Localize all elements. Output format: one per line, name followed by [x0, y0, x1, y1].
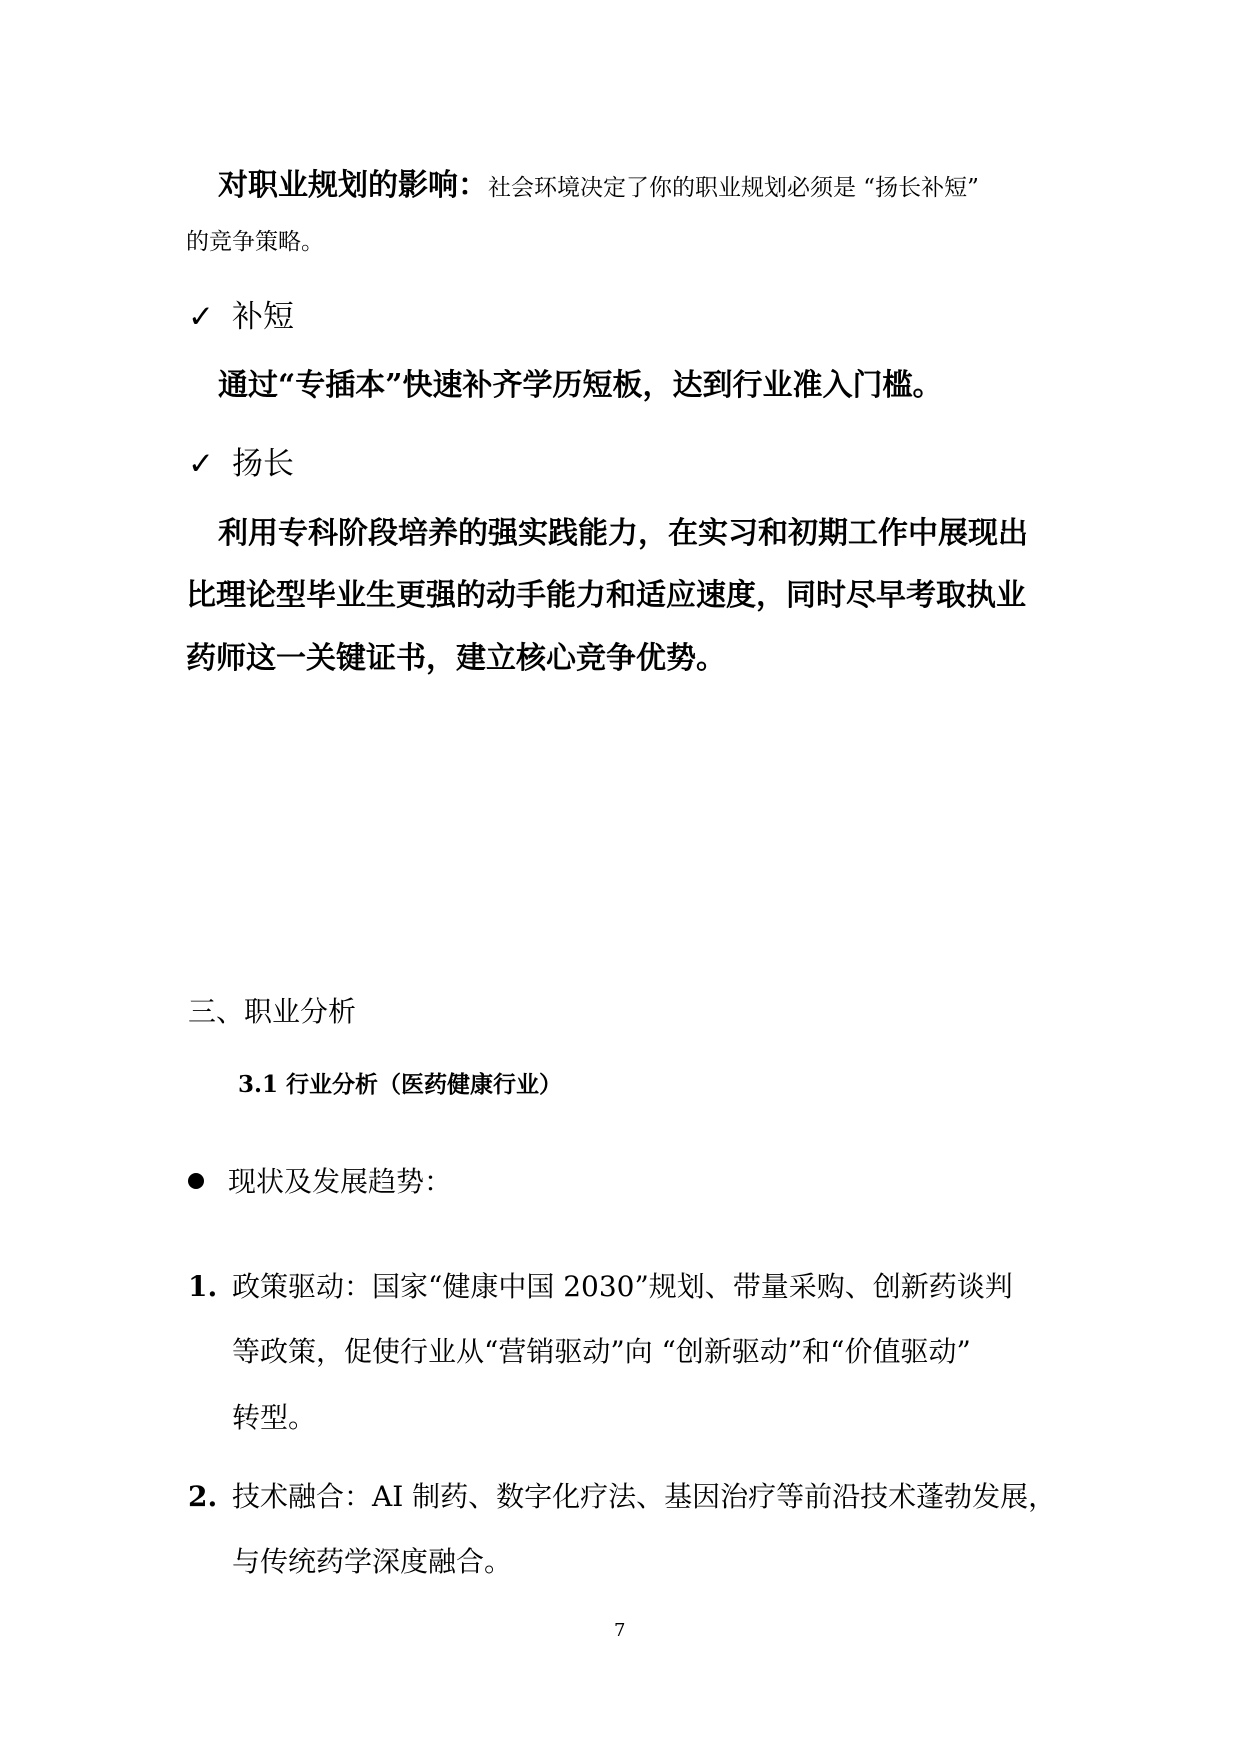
checkmark-icon: ✓ [188, 446, 214, 482]
list-item-1-line1 [188, 1265, 1013, 1305]
yangchang-body-line3: 药师这一关键证书，建立核心竞争优势。 [186, 641, 726, 676]
buchang-heading: 补短 [232, 299, 294, 335]
career-impact-text: 社会环境决定了你的职业规划必须是 “扬长补短” [488, 175, 979, 201]
subsection-title: 3.1 行业分析（医药健康行业） [238, 1071, 563, 1098]
list-item-1-line3: 转型。 [232, 1401, 317, 1434]
yangchang-body-line1: 利用专科阶段培养的强实践能力，在实习和初期工作中展现出 [218, 516, 1028, 551]
yangchang-heading-row [188, 438, 294, 483]
list-item-1-number: 1. [188, 1270, 218, 1303]
bullet-trends [188, 1160, 452, 1200]
buchang-body: 通过“专插本”快速补齐学历短板，达到行业准入门槛。 [218, 368, 943, 403]
buchang-heading-row [188, 291, 294, 336]
bullet-trends-label: 现状及发展趋势： [228, 1165, 453, 1198]
section-title: 三、职业分析 [188, 995, 357, 1028]
career-impact-line2: 的竞争策略。 [186, 229, 324, 255]
page-number: 7 [614, 1620, 626, 1641]
list-item-2-line1 [188, 1475, 1056, 1515]
list-item-1-line2: 等政策，促使行业从“营销驱动”向 “创新驱动”和“价值驱动” [232, 1335, 971, 1368]
list-item-2-text: 技术融合：AI 制药、数字化疗法、基因治疗等前沿技术蓬勃发展， [232, 1480, 1057, 1513]
career-impact-lead: 对职业规划的影响： [218, 168, 488, 203]
list-item-2-line2: 与传统药学深度融合。 [232, 1545, 513, 1578]
bullet-dot-icon [188, 1173, 204, 1189]
list-item-1-text: 政策驱动：国家“健康中国 2030”规划、带量采购、创新药谈判 [232, 1270, 1013, 1303]
checkmark-icon: ✓ [188, 299, 214, 335]
list-item-2-number: 2. [188, 1480, 218, 1513]
yangchang-body-line2: 比理论型毕业生更强的动手能力和适应速度，同时尽早考取执业 [186, 578, 1026, 613]
yangchang-heading: 扬长 [232, 446, 294, 482]
career-impact-line1 [218, 160, 979, 204]
